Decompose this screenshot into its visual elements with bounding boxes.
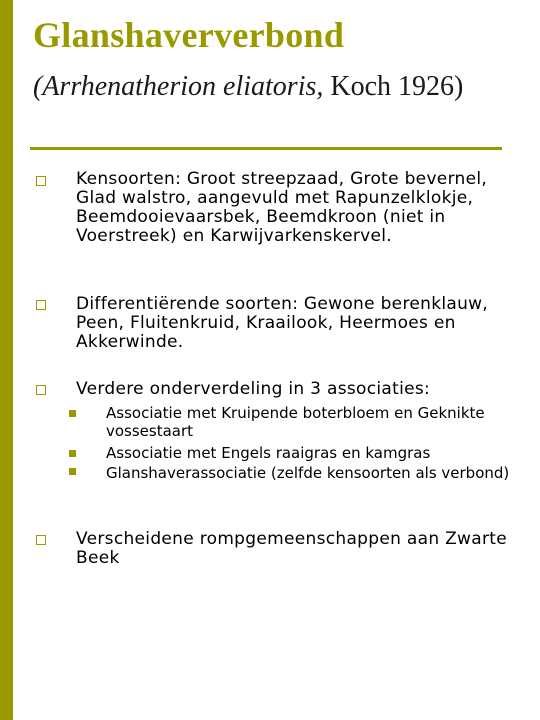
bullet-text: Kensoorten: Groot streepzaad, Grote bevernel, Glad walstro, aangevuld met Rapunzelklokje, Beemdooievaarsbek, Beemdkroon (niet in Voerstreek) en Karwijvarkenskervel.: [76, 169, 488, 246]
bullet-text: Differentiërende soorten: Gewone berenklauw, Peen, Fluitenkruid, Kraailook, Heermoes en Akkerwinde.: [76, 294, 489, 352]
sub-bullet-text: Associatie met Kruipende boterbloem en Geknikte vossestaart: [106, 404, 485, 440]
sub-bullet-icon: [69, 410, 76, 417]
slide-subtitle: [33, 64, 503, 110]
sub-bullet-icon: [69, 450, 76, 457]
sub-bullet-text: Glanshaverassociatie (zelfde kensoorten als verbond): [106, 464, 510, 482]
sidebar-stripe: [0, 0, 13, 720]
slide-title: Glanshaververbond: [33, 15, 345, 55]
sub-bullet-icon: [69, 468, 76, 475]
bullet-icon: [36, 176, 46, 186]
subtitle-italic: (Arrhenatherion eliatoris,: [33, 71, 324, 102]
bullet-icon: [36, 385, 46, 395]
sub-bullet-text: Associatie met Engels raaigras en kamgras: [106, 444, 431, 462]
bullet-icon: [36, 300, 46, 310]
bullet-text: Verdere onderverdeling in 3 associaties:: [76, 379, 431, 399]
bullet-text: Verscheidene rompgemeenschappen aan Zwarte Beek: [76, 529, 507, 568]
bullet-icon: [36, 535, 46, 545]
subtitle-rest: Koch 1926): [323, 71, 464, 102]
title-divider: [30, 147, 502, 150]
